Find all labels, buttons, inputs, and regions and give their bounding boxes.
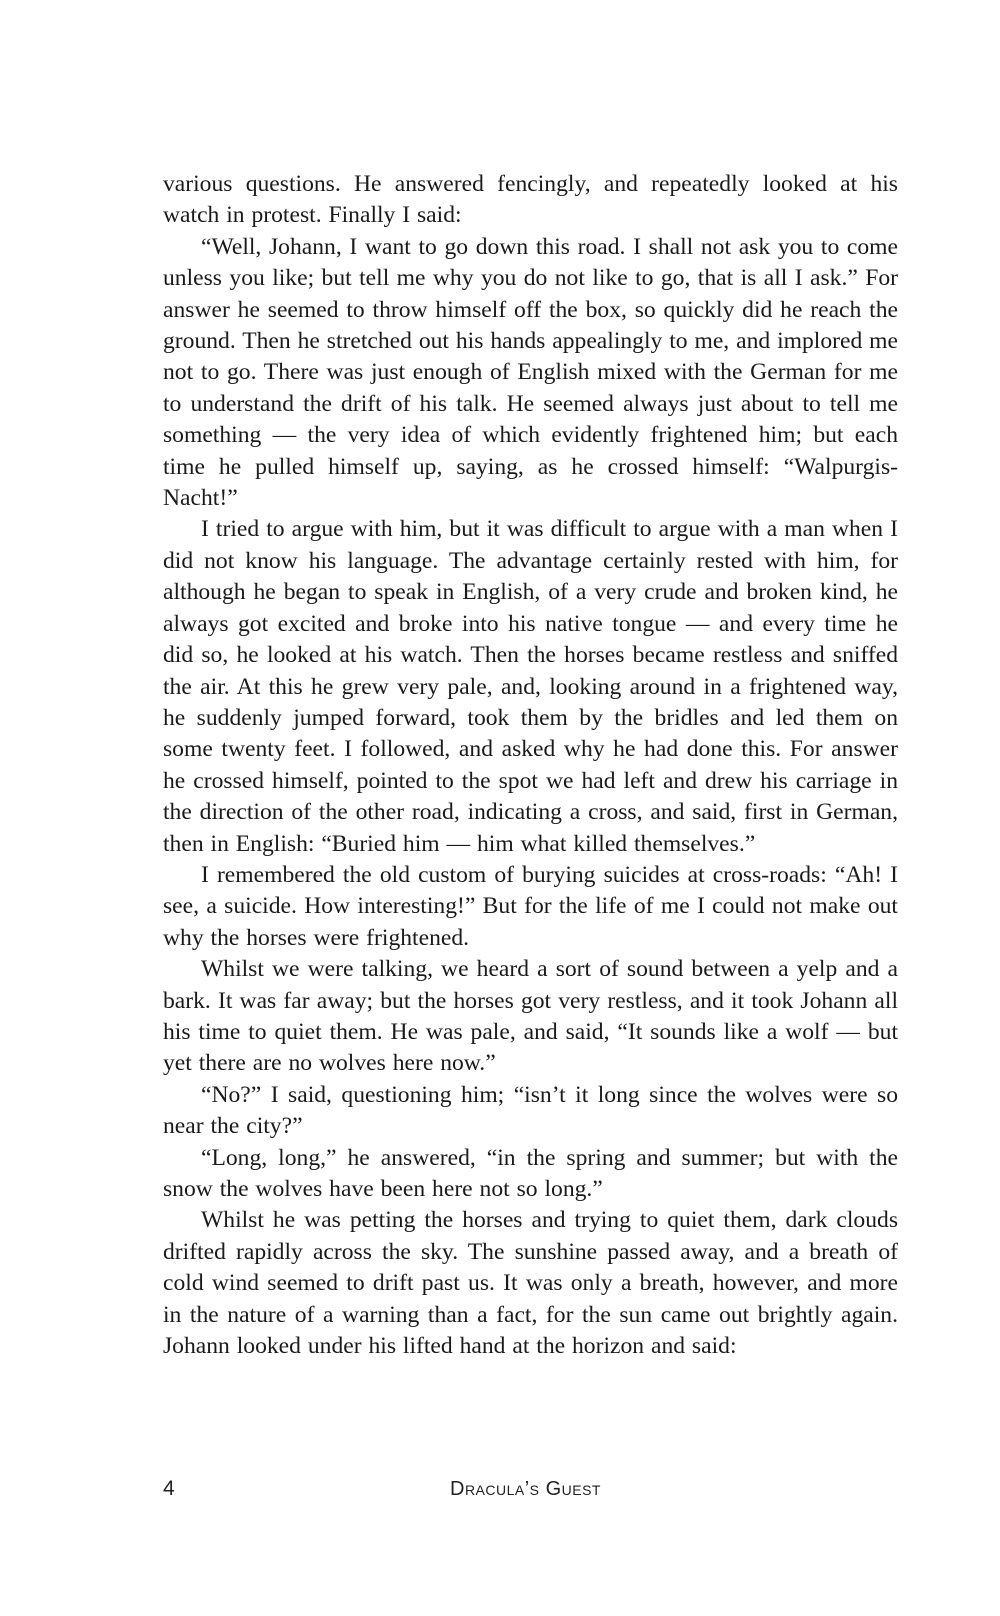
page-footer [163,1477,898,1507]
page-number: 4 [163,1477,175,1500]
paragraph-1: various questions. He answered fencingly, and repeatedly looked at his watch in protest. Finally I said: [163,171,898,229]
paragraph-6: “No?” I said, questioning him; “isn’t it long since the wolves were so near the city?” [163,1081,898,1140]
paragraph-3: I tried to argue with him, but it was difficult to argue with a man when I did not know his language. The advantage certainly rested with him, for although he began to speak in English, of a very crude and broken kind, he always got excited and broke into his native tongue — and every time he did so, he looked at his watch. Then the horses became restless and sniffed the air. At this he grew very pale, and, looking around in a frightened way, he suddenly jumped forward, took them by the bridles and led them on some twenty feet. I followed, and asked why he had done this. For answer he crossed himself, pointed to the spot we had left and drew his carriage in the direction of the other road, indicating a cross, and said, first in German, then in English: “Buried him — him what killed themselves.” [163,516,898,857]
paragraph-2: “Well, Johann, I want to go down this road. I shall not ask you to come unless you like; but tell me why you do not like to go, that is all I ask.” For answer he seemed to throw himself off the box, so quickly did he reach the ground. Then he stretched out his hands appealingly to me, and implored me not to go. There was just enough of English mixed with the German for me to understand the drift of his talk. He seemed always just about to tell me something — the very idea of which evidently frightened him; but each time he pulled himself up, saying, as he crossed himself: “Walpurgis-Nacht!” [163,233,898,512]
paragraph-4: I remembered the old custom of burying suicides at cross-roads: “Ah! I see, a suicide. How interesting!” But for the life of me I could not make out why the horses were frightened. [163,861,898,951]
body-text [163,169,898,1362]
running-title: Dracula’s Guest [450,1478,601,1500]
paragraph-8: Whilst he was petting the horses and trying to quiet them, dark clouds drifted rapidly across the sky. The sunshine passed away, and a breath of cold wind seemed to drift past us. It was only a breath, however, and more in the nature of a warning than a fact, for the sun came out brightly again. Johann looked under his lifted hand at the horizon and said: [163,1207,898,1360]
paragraph-5: Whilst we were talking, we heard a sort of sound between a yelp and a bark. It was far away; but the horses got very restless, and it took Johann all his time to quiet them. He was pale, and said, “It sounds like a wolf — but yet there are no wolves here now.” [163,956,898,1077]
paragraph-7: “Long, long,” he answered, “in the spring and summer; but with the snow the wolves have been here not so long.” [163,1144,898,1202]
